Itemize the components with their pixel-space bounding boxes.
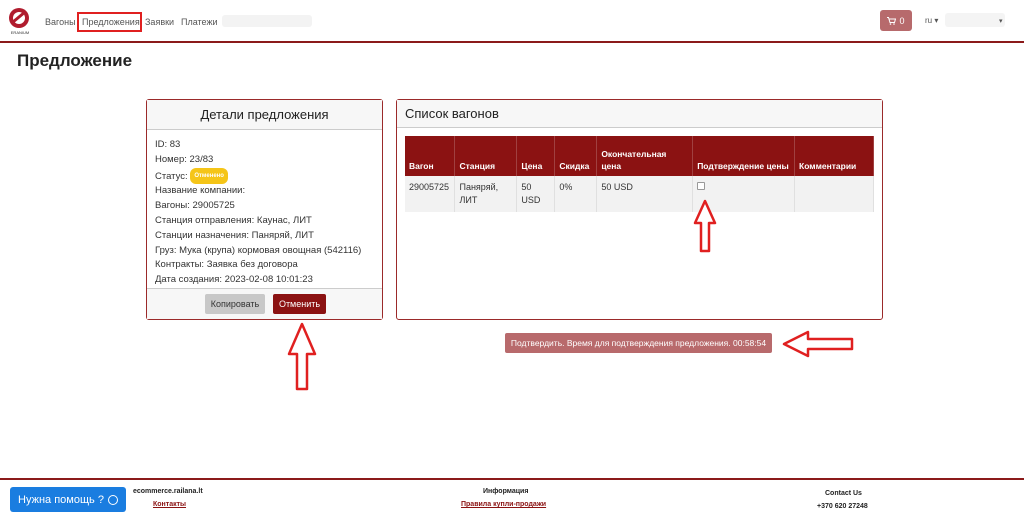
cell-price: 50 USD (517, 176, 555, 212)
col-discount: Скидка (555, 136, 597, 176)
col-wagon: Вагон (405, 136, 455, 176)
col-price: Цена (517, 136, 555, 176)
nav-highlight-annotation (77, 12, 142, 32)
logo[interactable] (7, 6, 33, 36)
status-label: Статус: (155, 170, 188, 182)
status-badge: Отменено (190, 168, 228, 185)
col-price-confirmation: Подтверждение цены (693, 136, 795, 176)
col-final-price: Окончательная цена (597, 136, 693, 176)
price-confirmation-checkbox[interactable] (697, 182, 705, 190)
col-comments: Комментарии (795, 136, 874, 176)
help-button-label: Нужна помощь ? (18, 493, 104, 506)
contracts: Контракты: Заявка без договора (155, 259, 298, 271)
table-row (405, 176, 874, 212)
contacts-link[interactable]: Контакты (153, 501, 187, 508)
help-circle-icon (108, 495, 118, 505)
offer-number: Номер: 23/83 (155, 153, 214, 165)
cell-comments (795, 176, 874, 212)
up-arrow-annotation-icon (287, 322, 317, 392)
language-label: ru (925, 16, 933, 25)
destination-station: Станции назначения: Паняряй, ЛИТ (155, 229, 314, 241)
nav-item-payments[interactable]: Платежи (181, 17, 218, 27)
rules-link[interactable]: Правила купли-продажи (461, 501, 547, 508)
cargo: Груз: Мука (крупа) кормовая овощная (542116) (155, 244, 362, 256)
cell-station: Паняряй, ЛИТ (455, 176, 517, 212)
chevron-down-icon: ▾ (999, 18, 1003, 25)
up-arrow-annotation-icon (693, 199, 717, 254)
wagons: Вагоны: 29005725 (155, 200, 235, 212)
wagon-table (405, 136, 874, 212)
nav-item-wagons[interactable]: Вагоны (45, 17, 76, 27)
cart-icon (887, 17, 896, 25)
wagon-list-card (396, 99, 883, 320)
wagon-list-header: Список вагонов (397, 100, 882, 128)
offer-id: ID: 83 (155, 139, 181, 150)
cell-discount: 0% (555, 176, 597, 212)
confirm-offer-button[interactable]: Подтвердить. Время для подтверждения предложения. 00:58:54 (505, 333, 772, 353)
offer-details-header: Детали предложения (147, 100, 382, 130)
offer-status (155, 168, 374, 185)
cancel-offer-button[interactable]: Отменить (273, 294, 326, 314)
created-date: Дата создания: 2023-02-08 10:01:23 (155, 274, 313, 286)
page-title: Предложение (17, 51, 133, 70)
footer-contact-heading: Contact Us (825, 490, 862, 497)
blurred-nav-item (222, 15, 312, 27)
language-selector[interactable]: ru ▾ (925, 16, 939, 25)
top-navbar (0, 0, 1024, 43)
logo-text: ERANIUM (10, 30, 30, 35)
copy-button[interactable]: Копировать (205, 294, 265, 314)
company-name: Название компании: (155, 185, 246, 197)
footer (0, 478, 1024, 516)
departure-station: Станция отправления: Каунас, ЛИТ (155, 214, 312, 226)
footer-info-heading: Информация (483, 488, 529, 495)
footer-site: ecommerce.railana.lt (133, 488, 203, 495)
help-button[interactable] (10, 487, 126, 512)
offer-details-footer (147, 288, 382, 319)
col-station: Станция (455, 136, 517, 176)
nav-item-requests[interactable]: Заявки (145, 17, 175, 27)
table-header-row (405, 136, 874, 176)
nav-item-offers[interactable]: Предложения (82, 17, 140, 27)
left-arrow-annotation-icon (782, 330, 854, 358)
footer-phone: +370 620 27248 (817, 503, 868, 510)
user-menu[interactable] (945, 13, 1005, 27)
cell-wagon: 29005725 (405, 176, 455, 212)
logo-icon (7, 6, 33, 36)
cell-final-price: 50 USD (597, 176, 693, 212)
cart-button[interactable] (880, 10, 912, 31)
cart-count: 0 (899, 15, 905, 26)
offer-details-card (146, 99, 383, 320)
